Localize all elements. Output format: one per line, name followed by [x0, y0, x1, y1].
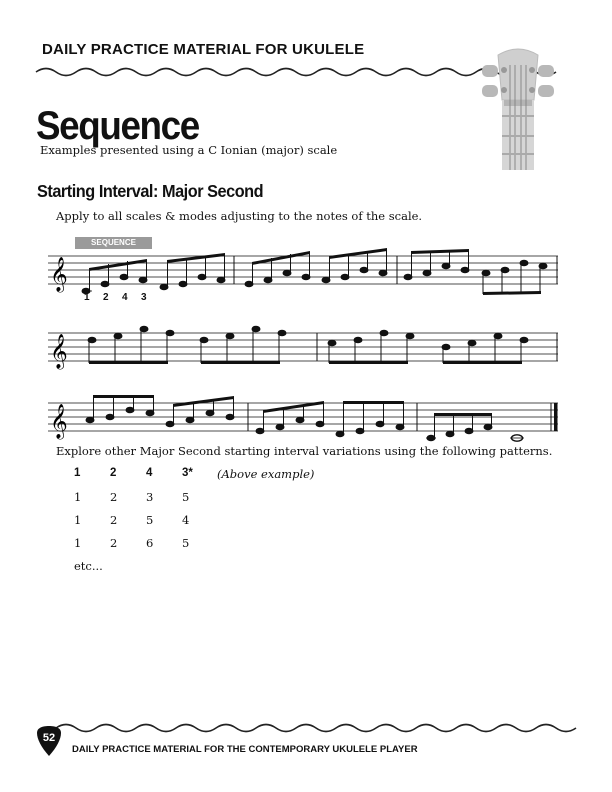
music-staff-3 — [46, 395, 562, 445]
fingering-4: 4 — [122, 292, 128, 303]
pattern-header-3: 4 — [146, 467, 153, 479]
instruction-text: Apply to all scales & modes adjusting to the notes of the scale. — [56, 209, 423, 223]
fingering-2: 2 — [103, 292, 109, 303]
pattern-header-4: 3* — [182, 467, 193, 479]
treble-clef-icon: 𝄞 — [50, 404, 68, 439]
pattern-header-1: 1 — [74, 467, 81, 479]
page-subtitle: Examples presented using a C Ionian (major) scale — [40, 143, 338, 157]
pattern-cell: 2 — [110, 513, 118, 527]
section-title: Starting Interval: Major Second — [37, 181, 264, 201]
pattern-cell: 4 — [182, 513, 190, 527]
treble-clef-icon: 𝄞 — [50, 257, 68, 292]
pattern-cell: 1 — [74, 536, 82, 550]
footer-title: DAILY PRACTICE MATERIAL FOR THE CONTEMPORARY UKULELE PLAYER — [72, 744, 418, 755]
sequence-label: SEQUENCE — [75, 237, 152, 249]
explore-text: Explore other Major Second starting interval variations using the following patterns. — [56, 444, 553, 458]
pattern-cell: 2 — [110, 536, 118, 550]
pattern-etc: etc... — [74, 559, 103, 573]
pattern-cell: 5 — [146, 513, 154, 527]
pattern-cell: 1 — [74, 513, 82, 527]
pattern-cell: 3 — [146, 490, 154, 504]
pattern-header-note: (Above example) — [217, 467, 315, 481]
music-staff-1 — [46, 248, 562, 298]
page-header-title: DAILY PRACTICE MATERIAL FOR UKULELE — [42, 41, 365, 58]
pattern-cell: 2 — [110, 490, 118, 504]
footer-wave-divider — [0, 718, 612, 738]
page-number: 52 — [42, 732, 56, 744]
ukulele-headstock-icon — [478, 45, 558, 170]
pattern-cell: 1 — [74, 490, 82, 504]
pattern-cell: 5 — [182, 490, 190, 504]
treble-clef-icon: 𝄞 — [50, 334, 68, 369]
fingering-1: 1 — [84, 292, 90, 303]
pattern-cell: 6 — [146, 536, 154, 550]
pattern-cell: 5 — [182, 536, 190, 550]
music-staff-2 — [46, 325, 562, 370]
page-title: Sequence — [36, 104, 199, 148]
fingering-3: 3 — [141, 292, 147, 303]
pattern-header-2: 2 — [110, 467, 117, 479]
